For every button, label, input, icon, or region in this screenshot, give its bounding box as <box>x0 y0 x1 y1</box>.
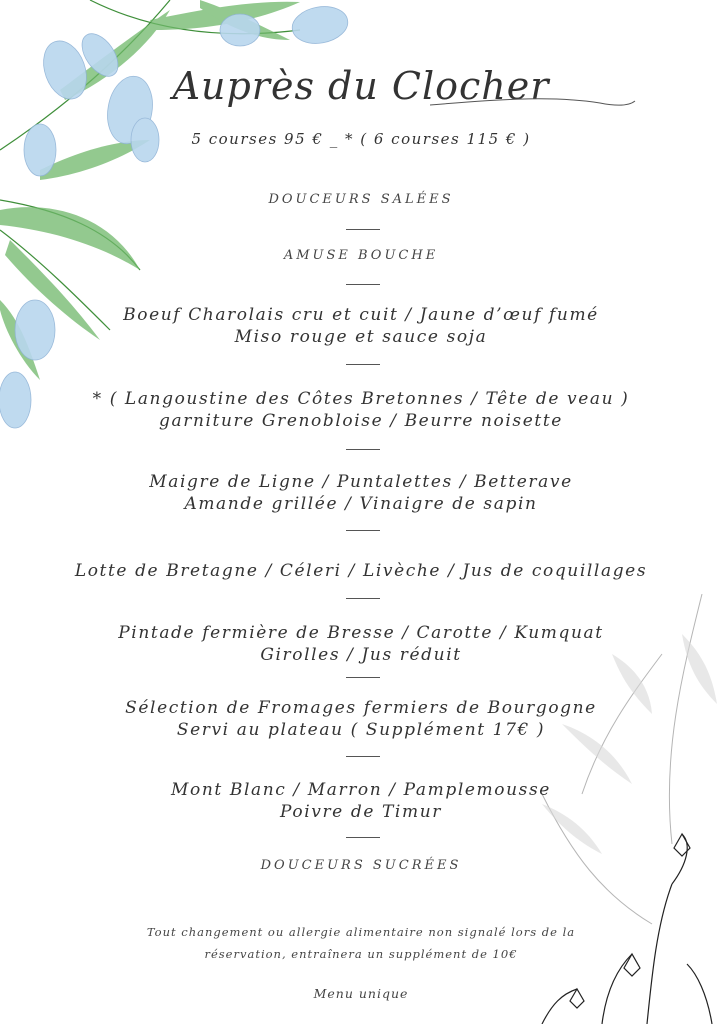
restaurant-title: Auprès du Clocher <box>172 64 550 108</box>
separator <box>346 756 380 757</box>
dish-course-4 <box>0 622 722 666</box>
separator <box>346 530 380 531</box>
dish-cheese <box>0 697 722 741</box>
dish-line: * ( Langoustine des Côtes Bretonnes / Tête de veau ) <box>92 389 630 409</box>
section-douceurs-salees: DOUCEURS SALÉES <box>268 192 454 207</box>
separator <box>346 364 380 365</box>
section-amuse-bouche: AMUSE BOUCHE <box>283 248 439 263</box>
dish-line: Pintade fermière de Bresse / Carotte / Kumquat <box>118 623 604 643</box>
dish-line: Amande grillée / Vinaigre de sapin <box>184 494 538 514</box>
price-options: 5 courses 95 € _ * ( 6 courses 115 € ) <box>191 130 531 148</box>
dish-dessert <box>0 779 722 823</box>
dish-line: Mont Blanc / Marron / Pamplemousse <box>171 780 551 800</box>
separator <box>346 449 380 450</box>
separator <box>346 677 380 678</box>
separator <box>346 284 380 285</box>
dish-line: garniture Grenobloise / Beurre noisette <box>159 411 563 431</box>
dish-course-2 <box>0 471 722 515</box>
title-flourish <box>430 95 640 125</box>
dish-line: Poivre de Timur <box>280 802 442 822</box>
dish-course-1 <box>0 304 722 348</box>
dish-line: Lotte de Bretagne / Céleri / Livèche / Jus de coquillages <box>74 561 648 581</box>
dish-line: Boeuf Charolais cru et cuit / Jaune d’œuf fumé <box>123 305 599 325</box>
dish-line: Sélection de Fromages fermiers de Bourgogne <box>125 698 597 718</box>
dish-line: Maigre de Ligne / Puntalettes / Betterave <box>149 472 573 492</box>
separator <box>346 598 380 599</box>
allergy-notice-line: réservation, entraînera un supplément de 10€ <box>204 947 518 961</box>
allergy-notice <box>0 921 722 965</box>
separator <box>346 229 380 230</box>
dish-line: Servi au plateau ( Supplément 17€ ) <box>176 720 546 740</box>
dish-line: Miso rouge et sauce soja <box>234 327 488 347</box>
section-douceurs-sucrees: DOUCEURS SUCRÉES <box>260 858 462 873</box>
separator <box>346 837 380 838</box>
dish-course-3 <box>0 560 722 582</box>
menu-unique-label: Menu unique <box>313 986 409 1001</box>
allergy-notice-line: Tout changement ou allergie alimentaire non signalé lors de la <box>146 925 576 939</box>
dish-line: Girolles / Jus réduit <box>260 645 462 665</box>
dish-course-optional <box>0 388 722 432</box>
